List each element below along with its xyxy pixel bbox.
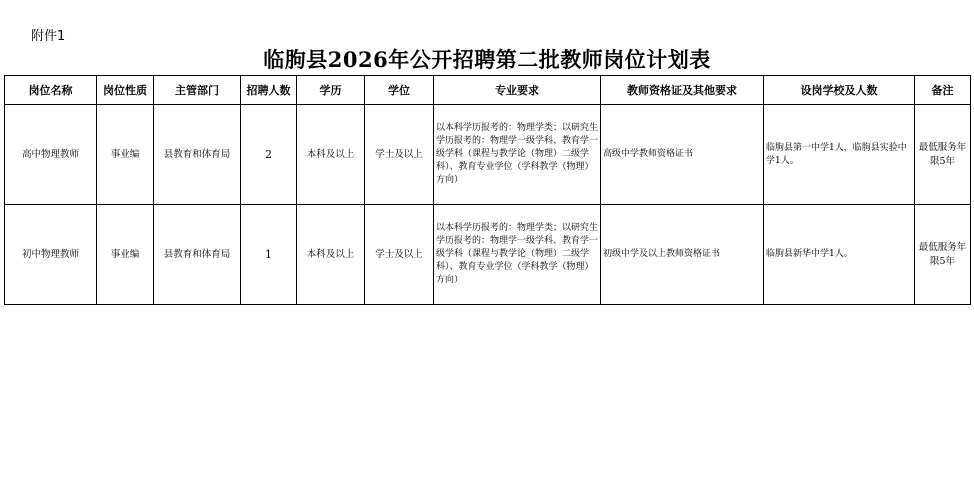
cell-position: 高中物理教师: [5, 105, 97, 205]
table-row: [5, 105, 971, 205]
header-major: 专业要求: [434, 76, 601, 105]
header-remark: 备注: [915, 76, 971, 105]
cell-degree: 学士及以上: [365, 205, 434, 305]
recruitment-plan-table: [4, 75, 971, 305]
cell-remark: 最低服务年限5年: [915, 205, 971, 305]
table-row: [5, 205, 971, 305]
table-header-row: [5, 76, 971, 105]
page-title: 临朐县2026年公开招聘第二批教师岗位计划表: [263, 47, 711, 72]
cell-count: 2: [241, 105, 297, 205]
cell-count: 1: [241, 205, 297, 305]
header-department: 主管部门: [154, 76, 241, 105]
cell-major: 以本科学历报考的：物理学类；以研究生学历报考的：物理学一级学科、教育学一级学科（课程与教学论（物理）二级学科）、教育专业学位（学科教学（物理）方向）: [434, 105, 601, 205]
attachment-label: 附件1: [31, 29, 66, 44]
cell-nature: 事业编: [97, 205, 154, 305]
cell-remark: 最低服务年限5年: [915, 105, 971, 205]
header-education: 学历: [297, 76, 365, 105]
cell-department: 县教育和体育局: [154, 105, 241, 205]
cell-education: 本科及以上: [297, 205, 365, 305]
cell-nature: 事业编: [97, 105, 154, 205]
cell-certificate: 高级中学教师资格证书: [601, 105, 764, 205]
cell-schools: 临朐县第一中学1人，临朐县实验中学1人。: [764, 105, 915, 205]
header-position: 岗位名称: [5, 76, 97, 105]
cell-department: 县教育和体育局: [154, 205, 241, 305]
header-nature: 岗位性质: [97, 76, 154, 105]
cell-schools: 临朐县新华中学1人。: [764, 205, 915, 305]
header-degree: 学位: [365, 76, 434, 105]
cell-certificate: 初级中学及以上教师资格证书: [601, 205, 764, 305]
cell-education: 本科及以上: [297, 105, 365, 205]
cell-major: 以本科学历报考的：物理学类；以研究生学历报考的：物理学一级学科、教育学一级学科（课程与教学论（物理）二级学科）、教育专业学位（学科教学（物理）方向）: [434, 205, 601, 305]
cell-degree: 学士及以上: [365, 105, 434, 205]
header-count: 招聘人数: [241, 76, 297, 105]
cell-position: 初中物理教师: [5, 205, 97, 305]
header-schools: 设岗学校及人数: [764, 76, 915, 105]
header-certificate: 教师资格证及其他要求: [601, 76, 764, 105]
